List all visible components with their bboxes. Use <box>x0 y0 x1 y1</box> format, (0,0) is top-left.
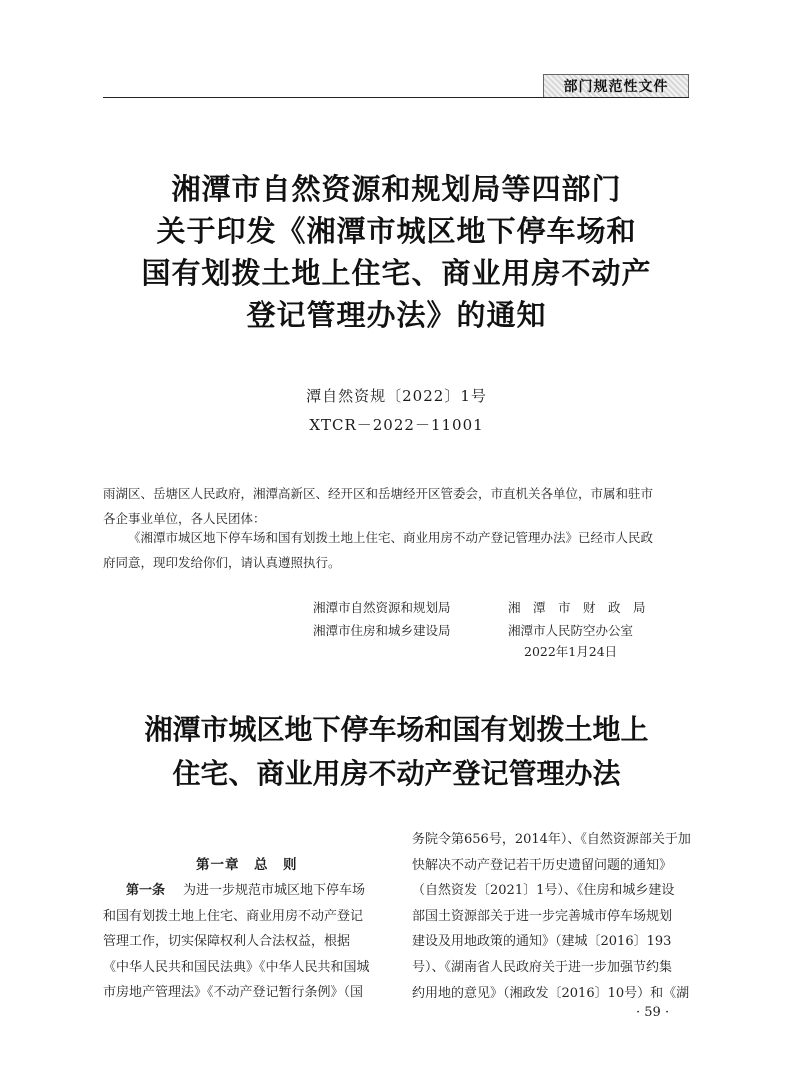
chapter-heading: 第一章 总 则 <box>196 857 298 873</box>
notice-body-line: 雨湖区、岳塘区人民政府，湘潭高新区、经开区和岳塘经开区管委会，市直机关各单位，市属和驻市 <box>103 486 654 501</box>
header-rule <box>103 97 689 98</box>
measures-title-line: 湘潭市城区地下停车场和国有划拨土地上 <box>144 713 649 746</box>
notice-title-line: 国有划拨土地上住宅、商业用房不动产 <box>141 256 652 290</box>
document-number: 潭自然资规〔2022〕1号 <box>306 387 487 405</box>
article-text-line: 约用地的意见》（湘政发〔2016〕10号）和《湖 <box>412 985 690 1001</box>
page-number: · 59 · <box>636 1005 670 1020</box>
signature-issuer: 湘潭市自然资源和规划局 <box>313 600 451 615</box>
article-text-line: 《中华人民共和国民法典》《中华人民共和国城 <box>103 959 370 975</box>
article-text-line: 号）、《湖南省人民政府关于进一步加强节约集 <box>412 960 673 975</box>
signature-issuer: 湘 潭 市 财 政 局 <box>508 600 646 615</box>
measures-title-line: 住宅、商业用房不动产登记管理办法 <box>172 757 621 790</box>
signature-date: 2022年1月24日 <box>524 644 618 659</box>
article-text-line: 和国有划拨土地上住宅、商业用房不动产登记 <box>103 908 364 924</box>
notice-body-line: 《湘潭市城区地下停车场和国有划拨土地上住宅、商业用房不动产登记管理办法》已经市人民政 <box>128 530 654 545</box>
measures-title <box>80 708 713 796</box>
notice-body-line: 府同意，现印发给你们，请认真遵照执行。 <box>103 555 341 570</box>
article-text-line: 市房地产管理法》《不动产登记暂行条例》（国 <box>103 985 364 1001</box>
notice-title-line: 关于印发《湘潭市城区地下停车场和 <box>156 214 637 248</box>
article-text-line: 建设及用地政策的通知》（建城〔2016〕193 <box>412 934 672 950</box>
article-text-line: 为进一步规范市城区地下停车场 <box>183 883 366 898</box>
signature-issuer: 湘潭市人民防空办公室 <box>508 623 634 638</box>
article-text-line: 管理工作，切实保障权利人合法权益，根据 <box>103 934 351 950</box>
document-category-tag: 部门规范性文件 <box>543 74 689 98</box>
document-code: XTCR－2022－11001 <box>309 416 484 434</box>
article-number: 第一条 <box>126 883 166 898</box>
notice-title-line: 湘潭市自然资源和规划局等四部门 <box>171 172 622 206</box>
notice-title <box>80 168 713 336</box>
notice-body-line: 各企事业单位，各人民团体： <box>103 511 266 526</box>
notice-title-line: 登记管理办法》的通知 <box>246 298 547 332</box>
signature-issuer: 湘潭市住房和城乡建设局 <box>313 623 451 638</box>
article-text-line: （自然资发〔2021〕1号）、《住房和城乡建设 <box>412 883 675 899</box>
article-label <box>126 878 165 904</box>
article-text-line: 务院令第656号，2014年）、《自然资源部关于加 <box>412 832 691 847</box>
article-text-line: 快解决不动产登记若干历史遗留问题的通知》 <box>412 857 673 873</box>
article-text-line: 部国土资源部关于进一步完善城市停车场规划 <box>412 908 673 924</box>
